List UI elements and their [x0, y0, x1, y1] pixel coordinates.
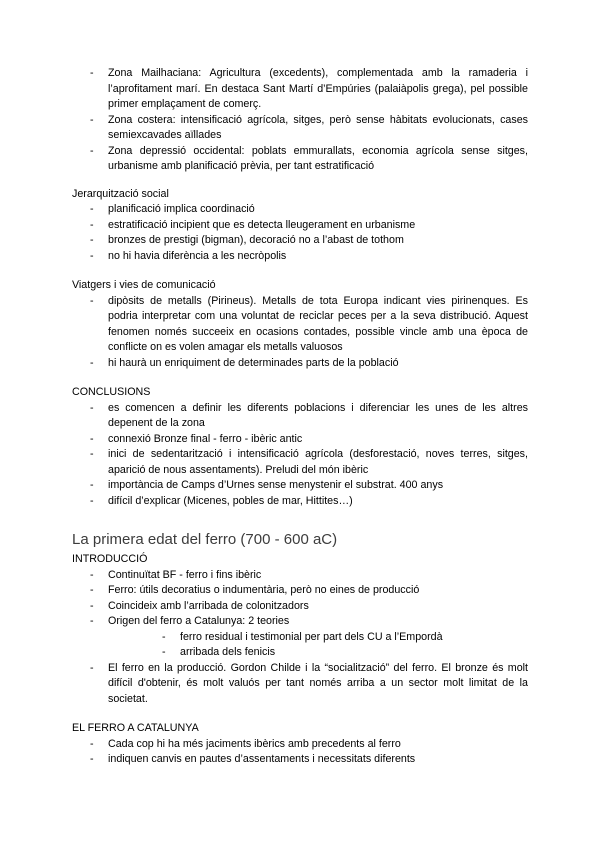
- section-title-introduccio: INTRODUCCIÓ: [72, 553, 148, 565]
- list-item-text: Continuïtat BF - ferro i fins ibèric: [108, 568, 262, 581]
- list-item: [72, 218, 528, 234]
- list-item-text: Ferro: útils decoratius o indumentària, però no eines de producció: [108, 584, 420, 596]
- section-title-ferro-catalunya: EL FERRO A CATALUNYA: [72, 722, 199, 734]
- dash-bullet: -: [90, 218, 94, 231]
- list-item-text: connexió Bronze final - ferro - ibèric antic: [108, 432, 303, 445]
- list-item-text: no hi havia diferència a les necròpolis: [108, 249, 287, 262]
- list-item: [72, 401, 528, 432]
- dash-bullet: -: [90, 494, 94, 507]
- list-item: [72, 614, 528, 661]
- sub-list: [108, 630, 528, 661]
- list-item-text: ferro residual i testimonial per part dels CU a l’Empordà: [180, 630, 443, 643]
- ferro-catalunya-list: [72, 737, 528, 768]
- dash-bullet: -: [90, 615, 94, 627]
- list-item: [72, 356, 528, 372]
- list-item: [72, 202, 528, 218]
- list-item-text: difícil d’explicar (Micenes, pobles de mar, Hittites…): [108, 494, 353, 507]
- list-item-text: inici de sedentarització i intensificació agrícola (desforestació, noves terres, sitges, aparició de nous assentaments). Preludi del món ibèric: [108, 448, 528, 476]
- list-item: [72, 599, 528, 615]
- dash-bullet: -: [90, 294, 94, 307]
- list-item-text: estratificació incipient que es detecta lleugerament en urbanisme: [108, 218, 416, 231]
- list-item-text: Origen del ferro a Catalunya: 2 teories: [108, 615, 290, 627]
- dash-bullet: -: [90, 661, 94, 674]
- dash-bullet: -: [90, 144, 94, 157]
- sub-list-item: [108, 630, 528, 646]
- list-item: [72, 66, 528, 113]
- list-item: [72, 144, 528, 175]
- dash-bullet: -: [162, 646, 166, 658]
- dash-bullet: -: [90, 113, 94, 126]
- list-item-text: Coincideix amb l’arribada de colonitzadors: [108, 599, 309, 612]
- dash-bullet: -: [90, 234, 94, 246]
- list-item-text: Zona Mailhaciana: Agricultura (excedents), complementada amb la ramaderia i l’aprofitament marí. En destaca Sant Martí d’Empúries (palaiàpolis grega), pel possible primer emplaçament de comerç.: [108, 67, 528, 110]
- dash-bullet: -: [90, 203, 94, 215]
- list-item: [72, 294, 528, 356]
- section-title-jerarquitzacio: Jerarquització social: [72, 187, 169, 200]
- dash-bullet: -: [90, 356, 94, 369]
- list-item-text: dipòsits de metalls (Pirineus). Metalls de tota Europa indicant vies pirinenques. Es podria interpretar com una voluntat de reciclar peces per a la seva distribució. Aquest fenomen només succeeix en ocasions contades, possible vincle amb una època de conflicte on es volen amagar els metalls valuosos: [108, 294, 528, 353]
- dash-bullet: -: [90, 401, 94, 414]
- sub-list-item: [108, 645, 528, 661]
- list-item: [72, 478, 528, 494]
- section-title-viatgers: Viatgers i vies de comunicació: [72, 279, 216, 291]
- list-item: [72, 113, 528, 144]
- list-item: [72, 233, 528, 249]
- list-item: [72, 568, 528, 584]
- dash-bullet: -: [90, 599, 94, 612]
- list-item-text: Zona depressió occidental: poblats emmurallats, economia agrícola sense sitges, urbanisme amb planificació prèvia, per tant estratificació: [108, 144, 528, 172]
- dash-bullet: -: [90, 584, 94, 596]
- chapter-heading: La primera edat del ferro (700 - 600 aC): [72, 531, 338, 548]
- list-item-text: arribada dels fenicis: [180, 646, 276, 658]
- dash-bullet: -: [162, 630, 166, 643]
- list-item: [72, 494, 528, 510]
- list-item: [72, 432, 528, 448]
- list-item-text: Zona costera: intensificació agrícola, sitges, però sense hàbitats evolucionats, cases semiexcavades aïllades: [108, 113, 528, 141]
- list-item-text: Cada cop hi ha més jaciments ibèrics amb precedents al ferro: [108, 737, 401, 750]
- jerarquitzacio-list: [72, 202, 528, 264]
- dash-bullet: -: [90, 432, 94, 445]
- introduccio-list: [72, 568, 528, 708]
- list-item: [72, 249, 528, 265]
- list-item-text: hi haurà un enriquiment de determinades parts de la població: [108, 356, 399, 369]
- list-item-text: bronzes de prestigi (bigman), decoració no a l’abast de tothom: [108, 234, 404, 246]
- list-item: [72, 447, 528, 478]
- dash-bullet: -: [90, 249, 94, 262]
- viatgers-list: [72, 294, 528, 372]
- list-item-text: planificació implica coordinació: [108, 203, 255, 215]
- list-item: [72, 737, 528, 753]
- list-item-text: es comencen a definir les diferents poblacions i diferenciar les unes de les altres depenent de la zona: [108, 401, 528, 429]
- dash-bullet: -: [90, 479, 94, 491]
- section-title-conclusions: CONCLUSIONS: [72, 386, 151, 398]
- list-item: [72, 661, 528, 708]
- dash-bullet: -: [90, 737, 94, 750]
- top-list: [72, 66, 528, 175]
- dash-bullet: -: [90, 753, 94, 765]
- dash-bullet: -: [90, 67, 94, 79]
- list-item: [72, 752, 528, 768]
- list-item: [72, 583, 528, 599]
- list-item-text: importància de Camps d’Urnes sense menystenir el substrat. 400 anys: [108, 479, 444, 491]
- list-item-text: El ferro en la producció. Gordon Childe i la “socialització” del ferro. El bronze és molt difícil d'obtenir, és molt valuós per tant només arriba a un sector molt limitat de la societat.: [108, 661, 528, 705]
- document-page: [72, 66, 528, 768]
- list-item-text: indiquen canvis en pautes d’assentaments i necessitats diferents: [108, 753, 416, 765]
- dash-bullet: -: [90, 568, 94, 581]
- dash-bullet: -: [90, 448, 94, 460]
- conclusions-list: [72, 401, 528, 510]
